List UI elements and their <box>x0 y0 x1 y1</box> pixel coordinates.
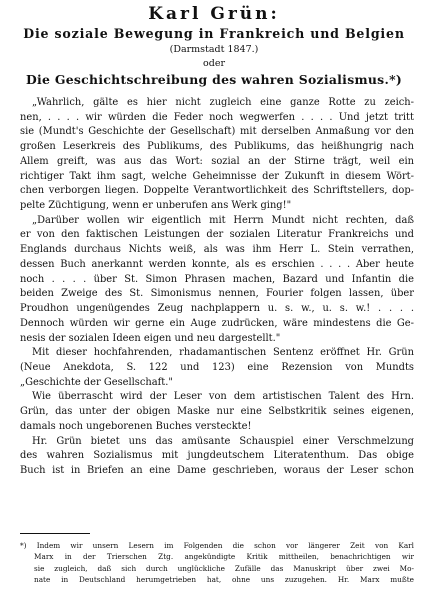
body-line: pelte Züchtigung, wenn er unberufen ans Werk ging!" <box>20 200 292 212</box>
publication-place-year: (Darmstadt 1847.) <box>169 44 259 55</box>
footnote <box>20 540 414 586</box>
body-line: Buch ist in Briefen an eine Dame geschrieben, woraus der Leser schon <box>20 464 414 476</box>
body-line: „Geschichte der Gesellschaft." <box>20 376 173 388</box>
body-line: Grün, das unter der obigen Maske nur eine Selbstkritik seines eigenen, <box>20 406 414 418</box>
body-line: großen Leserkreis des Publikums, des Publikums, das heißhungrig nach <box>20 141 414 153</box>
body-line: des wahren Sozialismus mit jungdeutschem Literatenthum. Das obige <box>20 450 414 462</box>
body-line: „Wahrlich, gälte es hier nicht zugleich eine ganze Rotte zu zeich- <box>32 97 414 108</box>
body-line: dessen Buch anerkannt werden konnte, als es erschien . . . . Aber heute <box>20 258 414 270</box>
body-line: noch . . . . über St. Simon Phrasen machen, Bazard und Infantin die <box>20 273 414 285</box>
body-line: richtiger Takt ihm sagt, welche Geheimnisse der Zukunft in diesem Wört- <box>20 170 414 182</box>
body-line: damals noch ungeborenen Buches versteckte! <box>20 420 252 432</box>
body-line: Wie überrascht wird der Leser von dem artistischen Talent des Hrn. <box>32 391 414 403</box>
footnote-line: Marx in der Trierschen Ztg. angekündigte Kritik mittheilen, benachrichtigen wir <box>34 552 414 562</box>
body-line: Dennoch würden wir gerne ein Auge zudrücken, wäre mindestens die Ge- <box>20 317 414 329</box>
alternate-title-heading: Die Geschichtschreibung des wahren Sozialismus.*) <box>25 72 403 87</box>
body-line: nesis der sozialen Ideen eigen und neu dargestellt." <box>20 332 281 344</box>
body-line: er von den faktischen Leistungen der sozialen Literatur Frankreichs und <box>20 229 414 241</box>
body-text <box>20 96 414 479</box>
body-line: nen, . . . . wir würden die Feder noch wegwerfen . . . . Und jetzt tritt <box>20 111 414 123</box>
body-line: „Darüber wollen wir eigentlich mit Herrn Mundt nicht rechten, daß <box>32 214 414 226</box>
body-line: Mit dieser hochfahrenden, rhadamantischen Sentenz eröffnet Hr. Grün <box>32 347 414 359</box>
body-line: chen verborgen liegen. Doppelte Verantwortlichkeit des Schriftstellers, dop- <box>20 185 414 197</box>
footnote-line: sie zugleich, daß sich durch unglückliche Zufälle das Manuskript über zwei Mo- <box>34 563 414 573</box>
body-line: Allem greift, was aus das Wort: sozial an der Stirne trägt, weil ein <box>20 155 414 167</box>
book-author-heading: Karl Grün: <box>148 4 280 24</box>
footnote-line: nate in Deutschland herumgetrieben hat, ohne uns zuzugehen. Hr. Marx mußte <box>34 575 414 585</box>
footnote-divider <box>20 533 90 534</box>
body-line: Proudhon ungenügendes Zeug nachplappern u. s. w., u. s. w.! . . . . <box>20 303 414 315</box>
body-line: Hr. Grün bietet uns das amüsante Schauspiel einer Verschmelzung <box>32 435 414 447</box>
body-line: beiden Zweige des St. Simonismus nennen, Fourier folgen lassen, über <box>20 288 414 300</box>
footnote-line: *) Indem wir unsern Lesern im Folgenden die schon vor längerer Zeit von Karl <box>20 541 414 550</box>
book-title-heading: Die soziale Bewegung in Frankreich und Belgien <box>23 26 405 41</box>
body-line: sie (Mundt's Geschichte der Gesellschaft) mit derselben Anmaßung vor den <box>20 126 414 138</box>
title-connector: oder <box>203 58 225 69</box>
body-line: (Neue Anekdota, S. 122 und 123) eine Rezension von Mundts <box>20 361 414 373</box>
body-line: Englands durchaus Nichts weiß, als was ihm Herr L. Stein verrathen, <box>20 244 414 256</box>
